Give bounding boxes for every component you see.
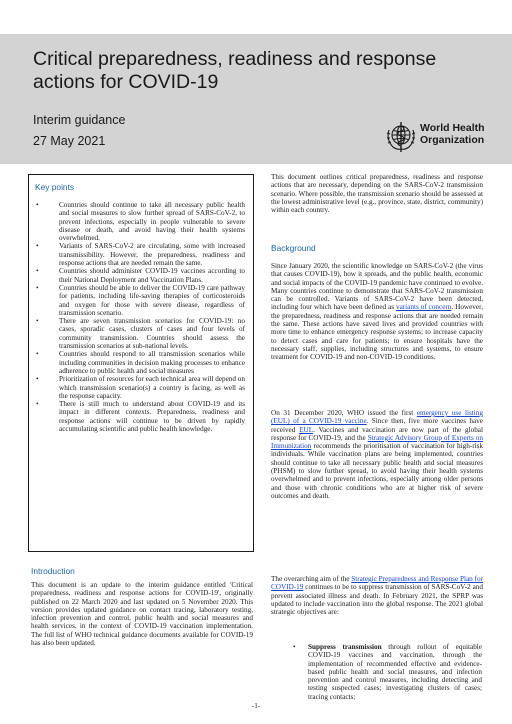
background-paragraph-2 [271,409,483,500]
bullet-icon: • [36,267,39,276]
key-point-text: Countries should be able to deliver the COVID-19 care pathway for patients, including life-saving therapies of corticosteroids and oxygen for those with severe disease, regardless of transmission scenario. [59,283,245,317]
emergency-use-listing-link[interactable]: emergency use listing (EUL) of a COVID-19 vaccine [271,409,483,426]
background-paragraph-3 [271,575,483,616]
introduction-heading: Introduction [31,566,75,576]
sprp-link[interactable]: Strategic Preparedness and Response Plan for COVID-19 [271,575,483,592]
introduction-paragraph: This document is an update to the interim guidance entitled 'Critical preparedness, readiness and response actions for COVID-19', originally published on 22 March 2020 and last updated on 5 November 2020. This version provides updated guidance on contact tracing, laboratory testing, infection prevention and control, public health and social measures and health services, in the context of COVID-19 vaccination implementation. The full list of WHO technical guidance documents available for COVID-19 has also been updated. [31,581,253,648]
objective-title: Suppress transmission [308,643,382,651]
background-heading: Background [271,243,316,253]
key-points-list [29,201,245,433]
key-points-box [28,174,254,552]
document-title: Critical preparedness, readiness and response actions for COVID-19 [33,48,437,93]
bullet-icon: • [293,643,296,651]
sage-link[interactable]: Strategic Advisory Group of Experts on Immunization [271,433,483,451]
text-run: The overarching aim of the [271,575,352,583]
key-point-item [36,400,245,434]
key-point-text: Variants of SARS-CoV-2 are circulating, some with increased transmissibility. However, the preparedness, readiness and response actions that are needed remain the same. [59,242,245,268]
eul-link[interactable]: EUL [299,425,314,434]
bullet-icon: • [36,350,39,359]
page-number: -1- [251,702,261,710]
variants-of-concern-link[interactable]: variants of concern [396,303,452,312]
text-run: continues to be to suppress transmission of SARS-CoV-2 and prevent associated illness and death. In February 2021, the SPRP was updated to include vaccination into the global response. The 2021 global strategic objectives are: [271,583,483,617]
key-point-text: Prioritization of resources for each technical area will depend on which transmission scenario(s) a country is facing, as well as the response capacity. [59,375,245,400]
key-point-item [36,375,245,400]
key-points-title: Key points [35,182,75,192]
key-point-text: There are seven transmission scenarios for COVID-19: no cases, sporadic cases, clusters of cases and four levels of community transmission. Countries should assess the transmission scenarios at sub-national levels. [59,317,245,351]
key-point-item [36,242,245,268]
who-emblem-icon [383,118,419,154]
bullet-icon: • [36,242,39,251]
who-name-line2: Organization [420,134,485,146]
key-point-text: Countries should administer COVID-19 vaccines according to their National Deployment and Vaccination Plans. [59,267,245,284]
objective-item [293,643,482,701]
key-point-item [36,350,245,375]
key-point-item [36,283,245,317]
publication-date: 27 May 2021 [33,134,106,148]
text-run: On 31 December 2020, WHO issued the first [271,409,417,417]
bullet-icon: • [36,400,39,409]
who-name-line1: World Health [420,122,485,134]
key-point-text: Countries should respond to all transmission scenarios while including communities in decision making processes to enhance adherence to public health and social measures [59,350,245,375]
bullet-icon: • [36,317,39,326]
key-point-text: Countries should continue to take all necessary public health and social measures to slow further spread of SARS-CoV-2, to prevent infections, especially in people vulnerable to severe disease or death, and avoid having their health systems overwhelmed. [59,201,245,243]
scope-paragraph: This document outlines critical preparedness, readiness and response actions that are necessary, depending on the SARS-CoV-2 transmission scenario. Where possible, the transmission scenario should be assessed at the lowest administrative level (e.g., province, state, district, community) within each country. [271,173,483,215]
text-run: recommends the prioritisation of vaccination for high-risk individuals. While vaccination plans are being implemented, countries should continue to take all necessary public health and social measures (PHSM) to slow further spread, to avoid having their health systems overwhelmed and to prevent infections, especially among older persons and those with chronic conditions who are at higher risk of severe outcomes and death. [271,442,483,500]
objective-text [308,643,482,701]
document-subtitle: Interim guidance [33,113,126,127]
key-point-item [36,317,245,351]
background-paragraph-1 [271,262,483,362]
text-run: . However, the preparedness, readiness and response actions that are needed remain the same. These actions have saved lives and provided countries with more time to enhance emergency response systems; to increase capacity to detect cases and care for patients; to ensure hospitals have the necessary staff, supplies, including structures and systems, to ensure treatment for COVID-19 and non-COVID-19 conditions. [271,303,483,362]
who-name [420,122,504,146]
key-point-text: There is still much to understand about COVID-19 and its impact in different contexts. Preparedness, readiness and response actions will continue to be driven by rapidly accumulating scientific and public health knowledge. [59,400,245,434]
who-logo [383,118,503,154]
text-run: . Since then, five more vaccines have received [271,417,483,434]
bullet-icon: • [36,283,39,292]
bullet-icon: • [36,375,39,384]
text-run: Since January 2020, the scientific knowledge on SARS-CoV-2 (the virus that causes COVID-19), how it spreads, and the public health, economic and social impacts of the COVID-19 pandemic have continued to evolve. Many countries continue to demonstrate that SARS-CoV-2 transmission can be controlled. Variants of SARS-CoV-2 have been detected, including four which have been defined as [271,262,483,312]
bullet-icon: • [36,201,39,209]
objective-description: through rollout of equitable COVID-19 vaccines and vaccination, through the implementation of recommended effective and evidence-based public health and social measures, and infection prevention and control measures, including detecting and testing suspected cases; investigating clusters of cases; tracing contacts; [308,643,482,701]
key-point-item [36,201,245,243]
text-run: . Vaccines and vaccination are now part of the global response for COVID-19, and the [271,425,483,442]
key-point-item [36,267,245,284]
